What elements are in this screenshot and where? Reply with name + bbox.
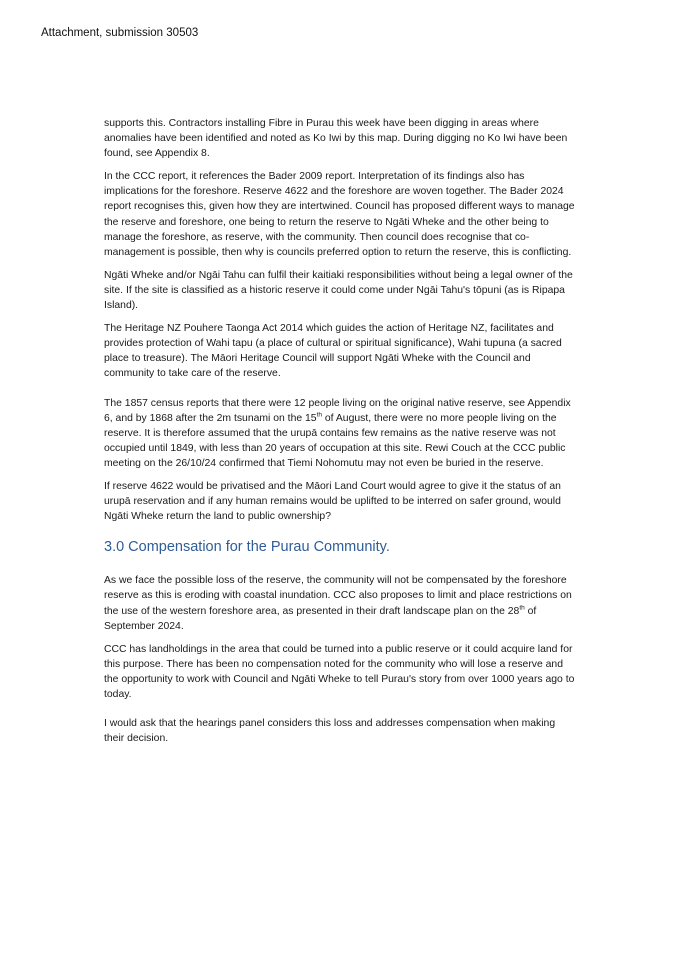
paragraph-privatised: If reserve 4622 would be privatised and the Māori Land Court would agree to give it the status of an urupā reservation and if any human remains would be uplifted to be interred on safer ground, would Ngāti Wheke return the land to public ownership? xyxy=(104,480,561,523)
section-heading: 3.0 Compensation for the Purau Community. xyxy=(104,539,390,556)
paragraph-loss-of-reserve xyxy=(104,573,576,633)
paragraph-landholdings: CCC has landholdings in the area that could be turned into a public reserve or it could acquire land for this purpose. There has been no compensation noted for the community who will lose a reserve and the opportunity to work with Council and Ngāti Wheke to tell Purau's story from over 1000 years ago to today. xyxy=(104,643,575,700)
loss-superscript: th xyxy=(519,604,525,612)
paragraph-bader-report: In the CCC report, it references the Bader 2009 report. Interpretation of its findings also has implications for the foreshore. Reserve 4622 and the foreshore are woven together. The Bader 2024 report recognises this, given how they are intertwined. Council has proposed different ways to manage the reserve and foreshore, one being to return the reserve to Ngāti Wheke and the other being to manage the foreshore, as reserve, with the community. Then council does recognise that co-management is possible, then why is councils preferred option to return the reserve, this is conflicting. xyxy=(104,171,575,258)
census-superscript: th xyxy=(316,411,322,419)
document-body xyxy=(104,116,576,754)
census-text-before: The 1857 census reports that there were 12 people living on the original native reserve, see Appendix 6, and by 1868 after the 2m tsunami on the 15 xyxy=(104,397,571,424)
census-text-after: of August, there were no more people living on the reserve. It is therefore assumed that the urupā contains few remains as the native reserve was not occupied until 1849, with less than 20 years of occupation at this site. Rewi Couch at the CCC public meeting on the 26/10/24 confirmed that Tiemi Nohomutu may not even be buried in the reserve. xyxy=(104,412,566,469)
paragraph-ko-iwi: supports this. Contractors installing Fibre in Purau this week have been digging in areas where anomalies have been identified and noted as Ko Iwi by this map. During digging no Ko Iwi have been found, see Appendix 8. xyxy=(104,118,568,160)
loss-text-after: of September 2024. xyxy=(104,605,537,632)
paragraph-heritage-act: The Heritage NZ Pouhere Taonga Act 2014 which guides the action of Heritage NZ, facilitates and provides protection of Wahi tapu (a place of cultural or spiritual significance), Wahi tupuna (a sacred place to treasure). The Māori Heritage Council will support Ngāti Wheke with the Council and community to take care of the reserve. xyxy=(104,323,562,380)
paragraph-request: I would ask that the hearings panel considers this loss and addresses compensation when making their decision. xyxy=(104,718,556,745)
loss-text-before: As we face the possible loss of the reserve, the community will not be compensated by the foreshore reserve as this is eroding with coastal inundation. CCC also proposes to limit and place restrictions on the use of the western foreshore area, as presented in their draft landscape plan on the 28 xyxy=(104,575,572,617)
paragraph-census xyxy=(104,396,576,471)
paragraph-kaitiaki: Ngāti Wheke and/or Ngāi Tahu can fulfil their kaitiaki responsibilities without being a legal owner of the site. If the site is classified as a historic reserve it could come under Ngāi Tahu's tōpuni (as is Ripapa Island). xyxy=(104,269,573,312)
page-header: Attachment, submission 30503 xyxy=(41,27,199,39)
